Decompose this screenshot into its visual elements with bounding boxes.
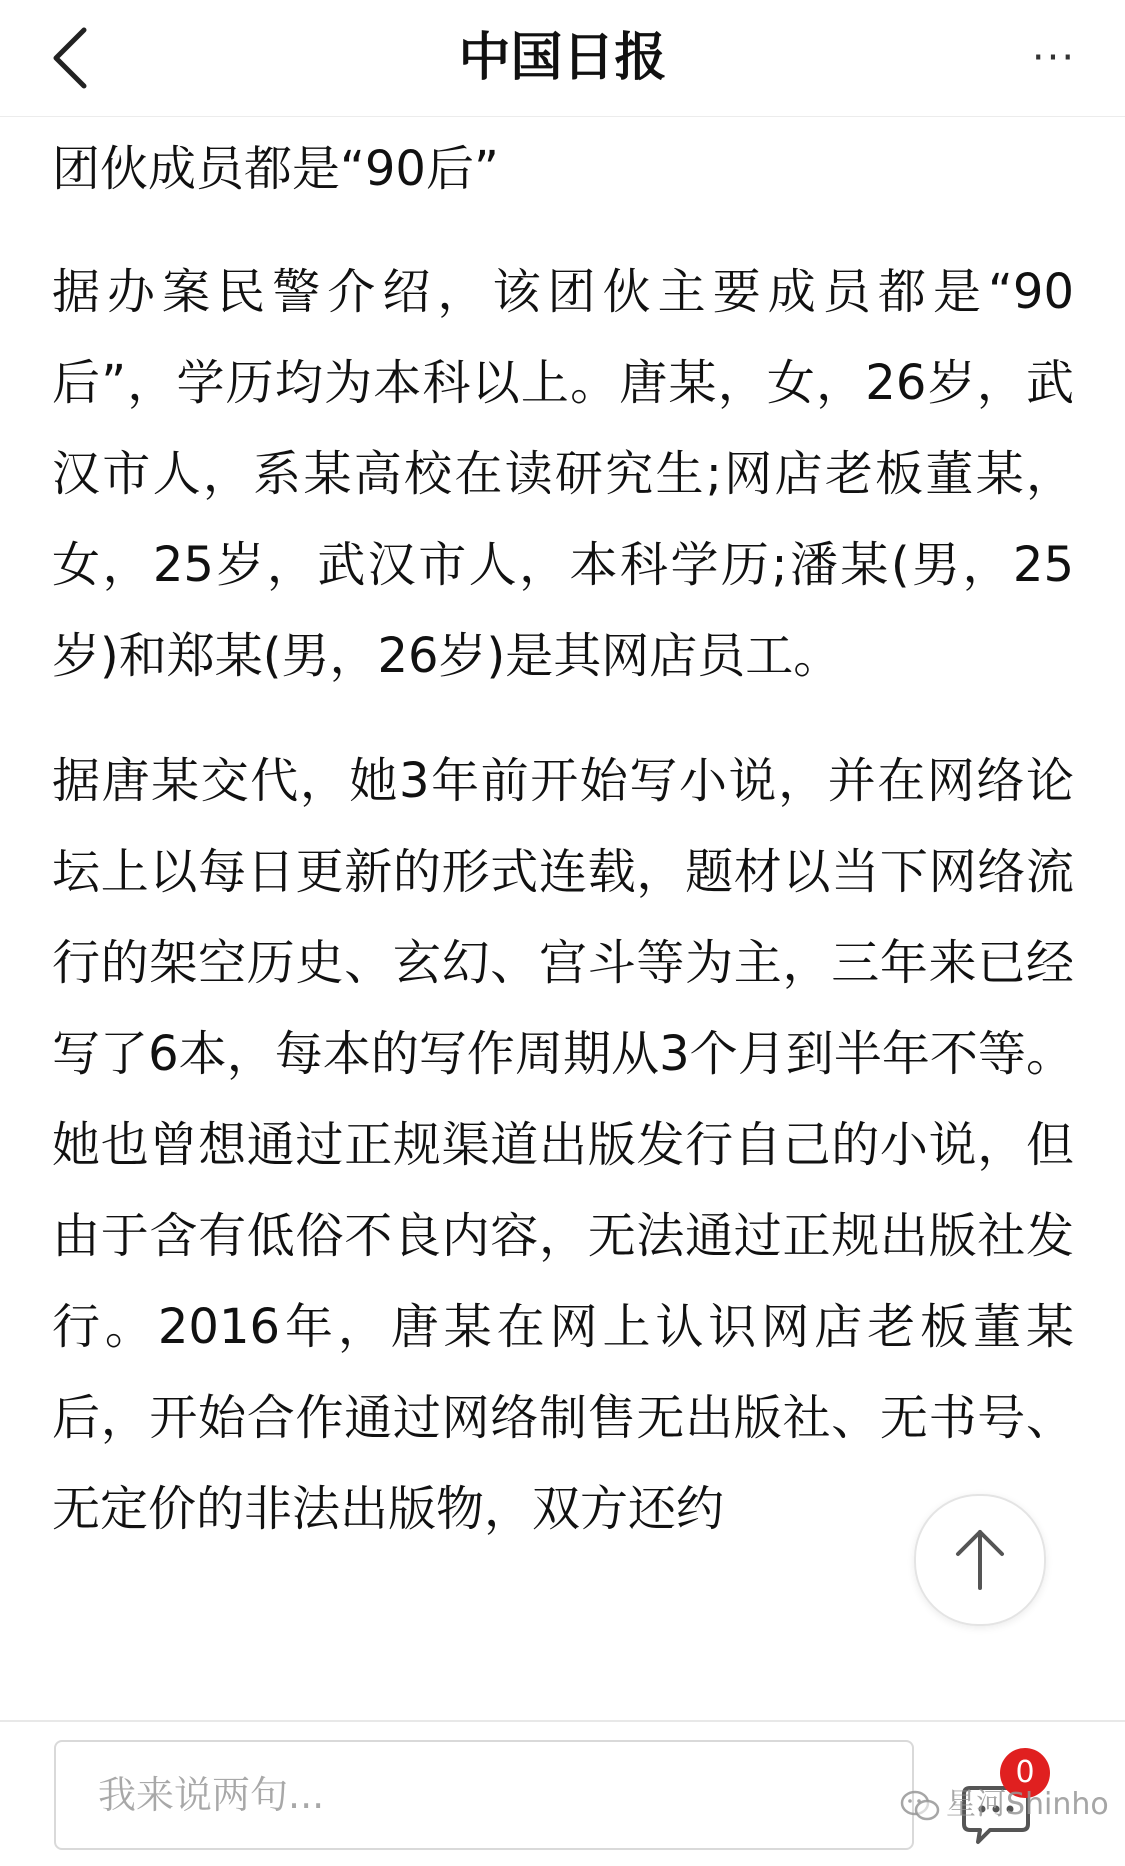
- content-fade: [0, 1680, 1125, 1720]
- watermark-text: 星河Shinho: [946, 1787, 1109, 1822]
- comment-input[interactable]: [54, 1740, 914, 1850]
- watermark: [900, 1780, 1109, 1830]
- more-dots-icon: ···: [1031, 35, 1077, 81]
- more-options-button[interactable]: [1019, 20, 1089, 96]
- top-navigation-bar: [0, 0, 1125, 117]
- article-paragraph: 据唐某交代，她3年前开始写小说，并在网络论坛上以每日更新的形式连载，题材以当下网络流行的架空历史、玄幻、宫斗等为主，三年来已经写了6本，每本的写作周期从3个月到半年不等。她也曾想通过正规渠道出版发行自己的小说，但由于含有低俗不良内容，无法通过正规出版社发行。2016年，唐某在网上认识网店老板董某后，开始合作通过网络制售无出版社、无书号、无定价的非法出版物，双方还约: [52, 753, 1074, 1537]
- scroll-to-top-button[interactable]: [914, 1494, 1046, 1626]
- wechat-icon: [900, 1789, 940, 1823]
- article-content: [0, 117, 1125, 1720]
- article-body: [52, 117, 1074, 1555]
- arrow-up-icon: [950, 1524, 1010, 1594]
- article-subheading: 团伙成员都是“90后”: [52, 141, 499, 197]
- page-title: 中国日报: [458, 28, 667, 88]
- article-paragraph: 据办案民警介绍，该团伙主要成员都是“90后”，学历均为本科以上。唐某，女，26岁，武汉市人，系某高校在读研究生;网店老板董某，女，25岁，武汉市人，本科学历;潘某(男，25岁)和郑某(男，26岁)是其网店员工。: [52, 264, 1074, 684]
- comment-count-badge: 0: [1000, 1748, 1050, 1798]
